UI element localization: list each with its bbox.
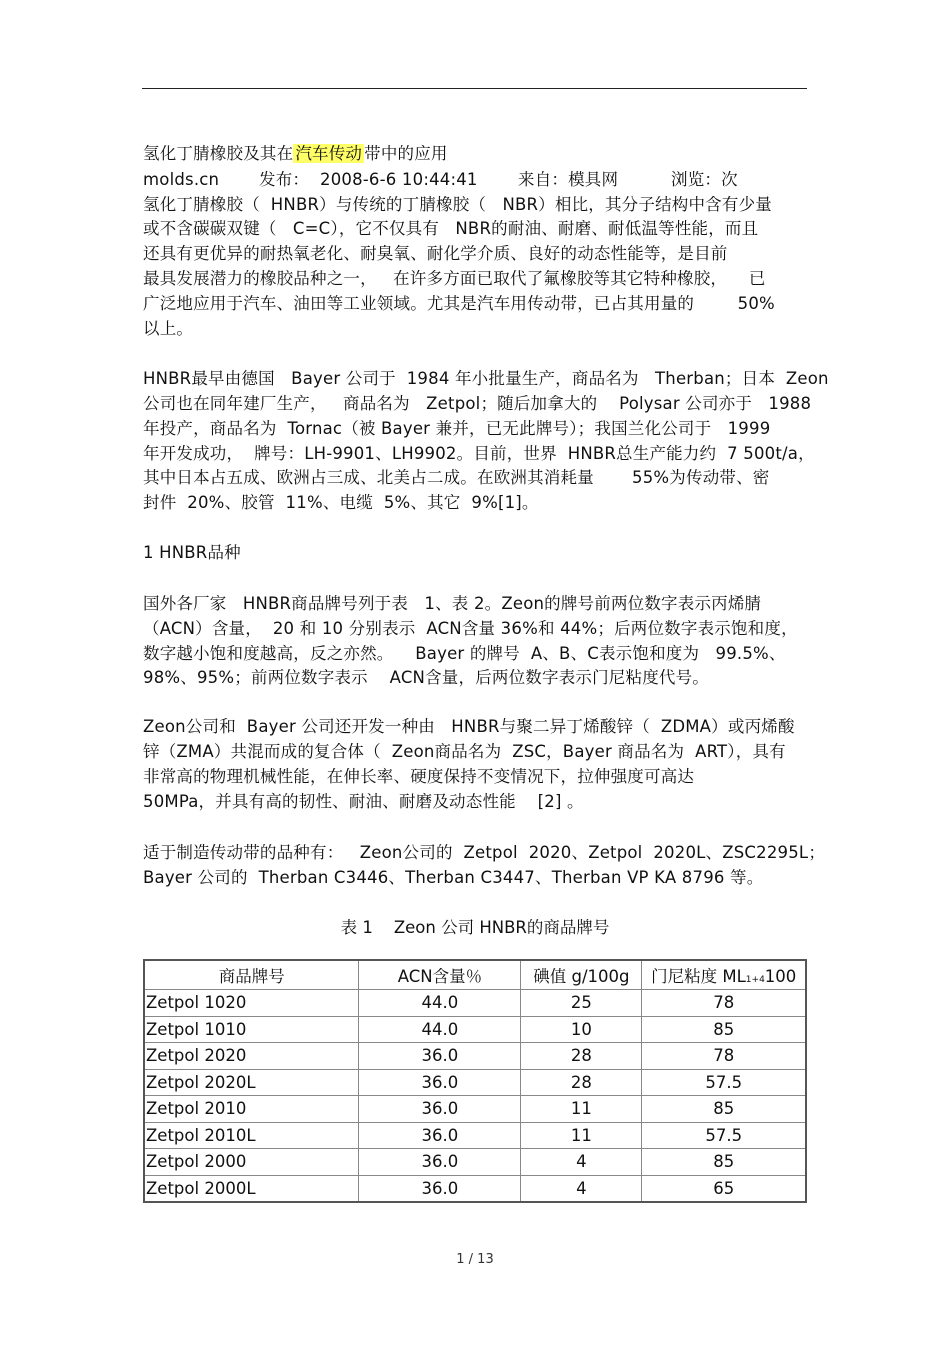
cell-acn: 44.0: [359, 1016, 521, 1043]
cell-mooney: 65: [642, 1175, 806, 1202]
header-acn: ACN含量％: [359, 960, 521, 990]
brand-table: [143, 959, 807, 1203]
cell-iodine: 11: [521, 1122, 642, 1149]
cell-brand: Zetpol 2020: [144, 1043, 359, 1070]
cell-iodine: 11: [521, 1096, 642, 1123]
cell-acn: 36.0: [359, 1149, 521, 1176]
meta-site: molds.cn: [143, 170, 220, 189]
header-mooney: [642, 960, 806, 990]
cell-mooney: 78: [642, 990, 806, 1017]
table-row: [144, 1122, 806, 1149]
cell-brand: Zetpol 1010: [144, 1016, 359, 1043]
paragraph-line: 最具发展潜力的橡胶品种之一， 在许多方面已取代了氟橡胶等其它特种橡胶， 已: [143, 269, 766, 288]
cell-mooney: 57.5: [642, 1122, 806, 1149]
cell-acn: 36.0: [359, 1175, 521, 1202]
paragraph-line: 广泛地应用于汽车、油田等工业领域。尤其是汽车用传动带，已占其用量的 50%: [143, 294, 775, 313]
article-meta: [143, 169, 763, 191]
paragraph-line: 氢化丁腈橡胶（ HNBR）与传统的丁腈橡胶（ NBR）相比，其分子结构中含有少量: [143, 195, 772, 214]
cell-acn: 36.0: [359, 1122, 521, 1149]
mooney-temp: 100: [764, 967, 797, 986]
paragraph-line: 以上。: [143, 319, 194, 338]
cell-mooney: 85: [642, 1149, 806, 1176]
cell-brand: Zetpol 2000L: [144, 1175, 359, 1202]
paragraph-line: （ACN）含量， 20 和 10 分别表示 ACN含量 36%和 44%；后两位数字表示饱和度，: [143, 619, 798, 638]
page-number: 1 / 13: [456, 1252, 494, 1267]
cell-iodine: 28: [521, 1043, 642, 1070]
paragraph-line: Bayer 公司的 Therban C3446、Therban C3447、Therban VP KA 8796 等。: [143, 868, 764, 887]
cell-mooney: 57.5: [642, 1069, 806, 1096]
table-header-row: [144, 960, 806, 990]
section-heading: 1 HNBR品种: [143, 543, 241, 562]
header-rule: [142, 88, 807, 89]
cell-brand: Zetpol 2010L: [144, 1122, 359, 1149]
cell-iodine: 4: [521, 1149, 642, 1176]
paragraph-line: 50MPa，并具有高的韧性、耐油、耐磨及动态性能 [2] 。: [143, 792, 584, 811]
cell-brand: Zetpol 2010: [144, 1096, 359, 1123]
paragraph-line: 封件 20%、胶管 11%、电缆 5%、其它 9%[1]。: [143, 493, 539, 512]
paragraph-line: 还具有更优异的耐热氧老化、耐臭氧、耐化学介质、良好的动态性能等，是目前: [143, 244, 728, 263]
cell-acn: 36.0: [359, 1096, 521, 1123]
paragraph-line: 公司也在同年建厂生产， 商品名为 Zetpol；随后加拿大的 Polysar 公司亦于 1988: [143, 394, 812, 413]
paragraph-line: 数字越小饱和度越高，反之亦然。 Bayer 的牌号 A、B、C表示饱和度为 99.5%、: [143, 644, 786, 663]
cell-acn: 36.0: [359, 1043, 521, 1070]
paragraph-line: 其中日本占五成、欧洲占三成、北美占二成。在欧洲其消耗量 55%为传动带、密: [143, 468, 770, 487]
cell-iodine: 10: [521, 1016, 642, 1043]
paragraph-line: 国外各厂家 HNBR商品牌号列于表 1、表 2。Zeon的牌号前两位数字表示丙烯腈: [143, 594, 762, 613]
paragraph-line: 锌（ZMA）共混而成的复合体（ Zeon商品名为 ZSC，Bayer 商品名为 ART），具有: [143, 742, 786, 761]
paragraph-line: 年开发成功， 牌号：LH-9901、LH9902。目前，世界 HNBR总生产能力约 7 500t/a，: [143, 444, 815, 463]
table-row: [144, 990, 806, 1017]
mooney-label: 门尼粘度 ML: [651, 967, 746, 986]
cell-acn: 44.0: [359, 990, 521, 1017]
table-caption: 表 1 Zeon 公司 HNBR的商品牌号: [340, 918, 610, 937]
header-iodine: 碘值 g/100g: [521, 960, 642, 990]
meta-published: 发布： 2008-6-6 10:44:41: [259, 170, 478, 189]
paragraph-line: 非常高的物理机械性能，在伸长率、硬度保持不变情况下，拉伸强度可高达: [143, 767, 695, 786]
cell-brand: Zetpol 2020L: [144, 1069, 359, 1096]
table-row: [144, 1175, 806, 1202]
cell-mooney: 85: [642, 1096, 806, 1123]
paragraph-line: 98%、95%；前两位数字表示 ACN含量，后两位数字表示门尼粘度代号。: [143, 668, 709, 687]
cell-mooney: 78: [642, 1043, 806, 1070]
table-row: [144, 1096, 806, 1123]
cell-acn: 36.0: [359, 1069, 521, 1096]
cell-iodine: 4: [521, 1175, 642, 1202]
mooney-subscript: 1+4: [745, 975, 765, 985]
meta-views: 浏览：次: [671, 170, 738, 189]
title-text: 氢化丁腈橡胶及其在: [143, 144, 294, 163]
article-title: [143, 143, 448, 165]
table-row: [144, 1016, 806, 1043]
paragraph-line: 年投产，商品名为 Tornac（被 Bayer 兼并，已无此牌号）；我国兰化公司于 1999: [143, 419, 771, 438]
paragraph-line: 适于制造传动带的品种有： Zeon公司的 Zetpol 2020、Zetpol 2020L、ZSC2295L；: [143, 843, 826, 862]
cell-brand: Zetpol 2000: [144, 1149, 359, 1176]
table-row: [144, 1043, 806, 1070]
title-highlight: 汽车传动: [295, 144, 363, 163]
paragraph-line: Zeon公司和 Bayer 公司还开发一种由 HNBR与聚二异丁烯酸锌（ ZDMA）或丙烯酸: [143, 717, 795, 736]
cell-iodine: 25: [521, 990, 642, 1017]
header-brand: 商品牌号: [144, 960, 359, 990]
table-row: [144, 1149, 806, 1176]
title-text-end: 带中的应用: [364, 144, 448, 163]
cell-mooney: 85: [642, 1016, 806, 1043]
cell-brand: Zetpol 1020: [144, 990, 359, 1017]
paragraph-line: HNBR最早由德国 Bayer 公司于 1984 年小批量生产，商品名为 Therban；日本 Zeon: [143, 369, 829, 388]
cell-iodine: 28: [521, 1069, 642, 1096]
paragraph-line: 或不含碳碳双键（ C=C），它不仅具有 NBR的耐油、耐磨、耐低温等性能，而且: [143, 219, 759, 238]
meta-source: 来自：模具网: [518, 170, 619, 189]
table-row: [144, 1069, 806, 1096]
